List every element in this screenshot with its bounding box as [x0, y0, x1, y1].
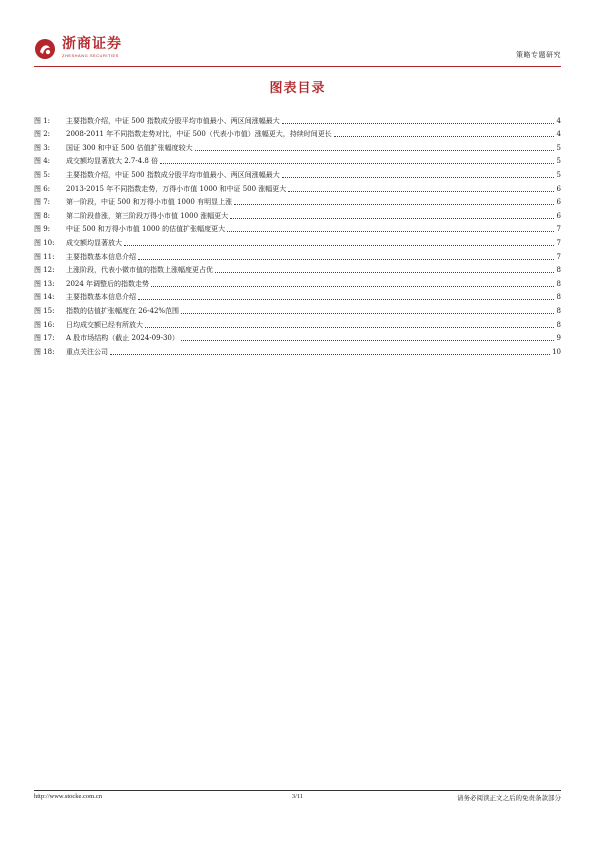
toc-dot-leader: [227, 231, 554, 232]
toc-entry-label: 图 2:: [34, 130, 51, 139]
toc-entry-label: 图 8:: [34, 211, 51, 220]
toc-dot-leader: [288, 191, 554, 192]
toc-entry-title: 2024 年调整后的指数走势: [66, 279, 150, 288]
toc-dot-leader: [110, 354, 550, 355]
logo-chinese-name: 浙商证券: [62, 36, 122, 52]
toc-entry-label: 图 3:: [34, 143, 51, 152]
toc-entry-label: 图 4:: [34, 157, 51, 166]
toc-entry-page: 8: [556, 293, 561, 302]
toc-entry[interactable]: [34, 166, 561, 180]
toc-dot-leader: [282, 123, 554, 124]
toc-entry-label: 图 11:: [34, 252, 55, 261]
toc-entry-page: 5: [556, 170, 561, 179]
toc-entry-label: 图 16:: [34, 320, 55, 329]
toc-entry[interactable]: [34, 275, 561, 289]
toc-dot-leader: [230, 218, 554, 219]
toc-list: [34, 112, 561, 357]
toc-entry[interactable]: [34, 126, 561, 140]
toc-entry[interactable]: [34, 139, 561, 153]
toc-entry-page: 10: [552, 347, 561, 356]
toc-entry-label: 图 18:: [34, 347, 55, 356]
toc-entry-page: 4: [556, 130, 561, 139]
toc-entry-title: 2008-2011 年不同指数走势对比，中证 500（代表小市值）涨幅更大，持续时间更长: [66, 130, 332, 139]
toc-entry[interactable]: [34, 289, 561, 303]
toc-entry-page: 8: [556, 279, 561, 288]
page-footer: [34, 793, 561, 805]
toc-entry[interactable]: [34, 207, 561, 221]
toc-entry-label: 图 13:: [34, 279, 55, 288]
toc-entry[interactable]: [34, 343, 561, 357]
toc-dot-leader: [138, 259, 554, 260]
toc-entry-page: 6: [556, 198, 561, 207]
toc-entry-label: 图 12:: [34, 266, 55, 275]
toc-entry-page: 8: [556, 320, 561, 329]
toc-entry-page: 7: [556, 238, 561, 247]
toc-entry-label: 图 7:: [34, 198, 51, 207]
toc-dot-leader: [124, 245, 554, 246]
toc-entry-title: 日均成交额已经有所放大: [66, 320, 143, 329]
toc-entry-label: 图 15:: [34, 306, 55, 315]
toc-dot-leader: [151, 286, 554, 287]
toc-entry-label: 图 17:: [34, 334, 55, 343]
toc-dot-leader: [181, 340, 554, 341]
toc-entry-title: 2013-2015 年不同指数走势，万得小市值 1000 和中证 500 涨幅更大: [66, 184, 287, 193]
toc-entry-label: 图 14:: [34, 293, 55, 302]
toc-entry[interactable]: [34, 180, 561, 194]
toc-dot-leader: [181, 313, 554, 314]
toc-entry-label: 图 6:: [34, 184, 51, 193]
footer-page-number: 3/11: [291, 793, 304, 800]
toc-entry[interactable]: [34, 194, 561, 208]
toc-title: 图表目录: [269, 81, 326, 96]
toc-entry-title: 重点关注公司: [66, 347, 108, 356]
toc-dot-leader: [334, 136, 554, 137]
toc-entry-title: 主要指数基本信息介绍: [66, 293, 136, 302]
footer-disclaimer: 请务必阅读正文之后的免责条款部分: [457, 794, 561, 802]
company-logo: [34, 36, 122, 66]
toc-entry-title: 中证 500 和万得小市值 1000 的估值扩张幅度更大: [66, 225, 226, 234]
toc-entry-page: 9: [556, 334, 561, 343]
toc-entry[interactable]: [34, 153, 561, 167]
toc-entry-page: 5: [556, 157, 561, 166]
toc-entry[interactable]: [34, 112, 561, 126]
toc-entry[interactable]: [34, 302, 561, 316]
toc-entry-title: 国证 300 和中证 500 估值扩张幅度较大: [66, 143, 193, 152]
toc-entry-page: 6: [556, 211, 561, 220]
toc-entry[interactable]: [34, 221, 561, 235]
toc-dot-leader: [282, 177, 554, 178]
toc-entry-page: 6: [556, 184, 561, 193]
toc-entry-page: 8: [556, 266, 561, 275]
toc-entry[interactable]: [34, 248, 561, 262]
toc-entry-page: 8: [556, 306, 561, 315]
logo-english-name: ZHESHANG SECURITIES: [62, 53, 119, 58]
toc-entry-page: 7: [556, 225, 561, 234]
toc-entry-title: A 股市场结构（截止 2024-09-30）: [66, 334, 179, 343]
toc-entry-title: 指数的估值扩张幅度在 26-42%范围: [66, 306, 180, 315]
toc-entry[interactable]: [34, 316, 561, 330]
header-divider: [34, 66, 561, 67]
toc-entry-title: 主要指数基本信息介绍: [66, 252, 136, 261]
toc-dot-leader: [145, 327, 554, 328]
toc-dot-leader: [215, 272, 554, 273]
page-header: [34, 36, 561, 66]
toc-entry-label: 图 10:: [34, 238, 55, 247]
toc-entry-title: 上涨阶段，代表小微市值的指数上涨幅度更占优: [66, 266, 213, 275]
toc-entry[interactable]: [34, 262, 561, 276]
report-type-label: 策略专题研究: [516, 51, 561, 59]
toc-entry-title: 第一阶段，中证 500 和万得小市值 1000 有明显上涨: [66, 198, 233, 207]
toc-dot-leader: [138, 299, 554, 300]
toc-entry-title: 成交额均显著放大 2.7-4.8 倍: [66, 157, 159, 166]
toc-entry-title: 主要指数介绍，中证 500 指数成分股平均市值最小、两区间涨幅最大: [66, 170, 280, 179]
footer-divider: [34, 790, 561, 791]
toc-entry[interactable]: [34, 330, 561, 344]
toc-dot-leader: [195, 150, 554, 151]
zheshang-logo-icon: [34, 38, 56, 60]
toc-entry[interactable]: [34, 234, 561, 248]
toc-entry-label: 图 1:: [34, 116, 51, 125]
toc-entry-label: 图 5:: [34, 170, 51, 179]
toc-entry-title: 第二阶段普涨，第三阶段万得小市值 1000 涨幅更大: [66, 211, 229, 220]
toc-entry-page: 7: [556, 252, 561, 261]
toc-entry-label: 图 9:: [34, 225, 51, 234]
toc-entry-page: 5: [556, 143, 561, 152]
footer-website-link[interactable]: http://www.stocke.com.cn: [34, 793, 102, 800]
toc-entry-title: 主要指数介绍，中证 500 指数成分股平均市值最小、两区间涨幅最大: [66, 116, 280, 125]
toc-entry-title: 成交额均显著放大: [66, 238, 122, 247]
toc-entry-page: 4: [556, 116, 561, 125]
toc-dot-leader: [160, 163, 554, 164]
toc-dot-leader: [234, 204, 554, 205]
